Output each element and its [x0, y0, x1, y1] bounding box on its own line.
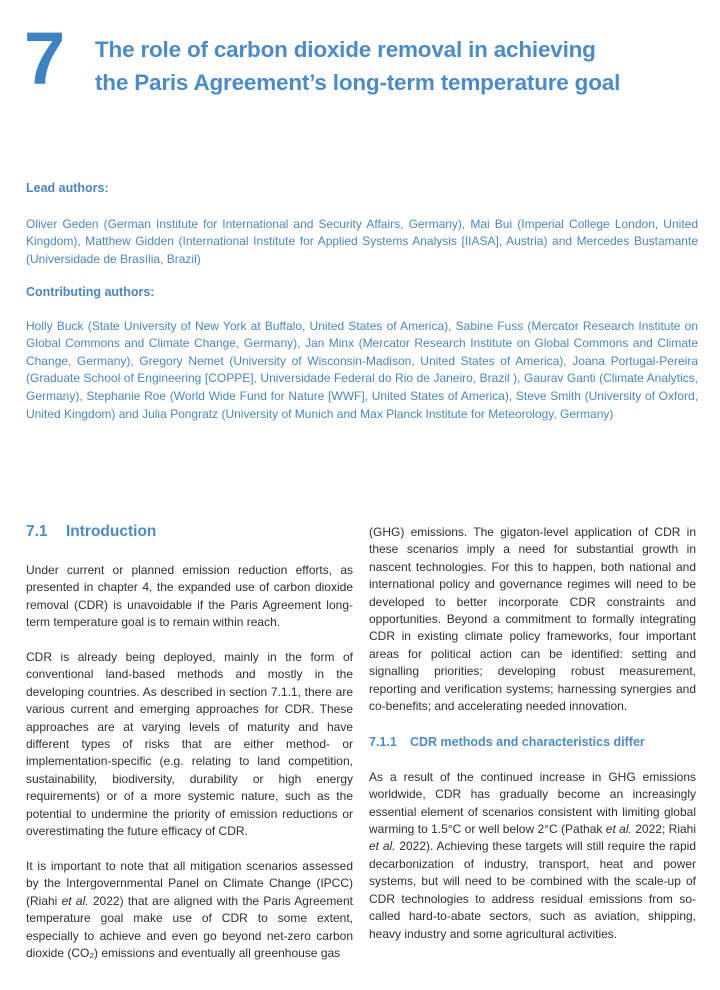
contributing-authors-block [26, 284, 698, 423]
text-run: 2022) that are aligned with the Paris Agreement temperature goal make use of CDR to some extent, especially to achieve and even go beyond net-zero carbon dioxide (CO₂) emissions and eventually all greenhouse gas [26, 893, 353, 960]
citation-etal: et al. [61, 893, 89, 908]
paragraph-intro-3 [26, 858, 353, 962]
subsection-number: 7.1.1 [369, 734, 397, 749]
paragraph-intro-1: Under current or planned emission reduction efforts, as presented in chapter 4, the expanded use of carbon dioxide removal (CDR) is unavoidable if the Paris Agreement long-term temperature goal is to remain within reach. [26, 563, 353, 630]
left-column [26, 522, 353, 980]
section-heading-7-1 [26, 522, 353, 542]
lead-authors-block [26, 180, 698, 268]
text-run: As a result of the continued increase in GHG emissions worldwide, CDR has gradually become an increasingly essential element of scenarios consistent with limiting global warming to 1.5°C or well below 2°C (Pathak [369, 769, 696, 837]
paragraph-cdr-methods-1 [369, 769, 696, 943]
text-run: 2022). Achieving these targets will still require the rapid decarbonization of industry, transport, heat and power systems, but will need to be combined with the scale-up of CDR technologies to address residual emissions from so-called hard-to-abate sectors, such as aviation, shipping, heavy industry and some agricultural activities. [369, 839, 697, 941]
chapter-title-line-1: The role of carbon dioxide removal in achieving [95, 37, 596, 62]
citation-etal: et al. [605, 822, 632, 837]
right-column [369, 524, 696, 960]
lead-authors-list: Oliver Geden (German Institute for International and Security Affairs, Germany), Mai Bui (Imperial College London, United Kingdom), Matthew Gidden (International Institute for Applied Systems Analysis [IIASA], Austria) and Mercedes Bustamante (Universidade de Brasília, Brazil) [26, 216, 698, 266]
contributing-authors-label: Contributing authors: [26, 285, 155, 299]
chapter-number: 7 [24, 17, 65, 100]
lead-authors-label: Lead authors: [26, 181, 109, 195]
subsection-title: CDR methods and characteristics differ [410, 734, 645, 749]
paragraph-intro-3-continued: (GHG) emissions. The gigaton-level application of CDR in these scenarios imply a need for substantial growth in nascent technologies. For this to happen, both national and international policy and governance regimes will need to be developed to better incorporate CDR constraints and opportunities. Beyond a commitment to formally integrating CDR in existing climate policy frameworks, four important areas for political action can be identified: setting and signalling priorities; developing robust measurement, reporting and verification systems; harnessing synergies and co-benefits; and accelerating needed innovation. [369, 525, 696, 714]
subsection-heading-7-1-1 [369, 733, 696, 751]
paragraph-intro-2: CDR is already being deployed, mainly in the form of conventional land-based methods and mostly in the developing countries. As described in section 7.1.1, there are various current and emerging approaches for CDR. These approaches are at varying levels of maturity and have different types of risks that are either method- or implementation-specific (e.g. relating to land competition, sustainability, biodiversity, durability or high energy requirements) or of a more systemic nature, such as the potential to undermine the priority of emission reductions or overestimating the future efficacy of CDR. [26, 650, 353, 839]
text-run: It is important to note that all mitigation scenarios assessed by the Intergovernmental Panel on Climate Change (IPCC) (Riahi [26, 858, 353, 908]
section-number: 7.1 [26, 523, 48, 540]
chapter-title [95, 33, 695, 99]
section-title: Introduction [66, 523, 157, 540]
text-run: 2022; Riahi [631, 822, 697, 837]
citation-etal: et al. [369, 839, 396, 854]
chapter-title-line-2: the Paris Agreement’s long-term temperature goal [95, 70, 621, 95]
contributing-authors-list: Holly Buck (State University of New York at Buffalo, United States of America), Sabine Fuss (Mercator Research Institute on Global Commons and Climate Change, Germany), Jan Minx (Mercator Research Institute on Global Commons and Climate Change, Germany), Gregory Nemet (University of Wisconsin-Madison, United States of America), Joana Portugal-Pereira (Graduate School of Engineering [COPPE], Universidade Federal do Rio de Janeiro, Brazil ), Gaurav Ganti (Climate Analytics, Germany), Stephanie Roe (World Wide Fund for Nature [WWF], United States of America), Steve Smith (University of Oxford, United Kingdom) and Julia Pongratz (University of Munich and Max Planck Institute for Meteorology, Germany) [26, 318, 698, 421]
